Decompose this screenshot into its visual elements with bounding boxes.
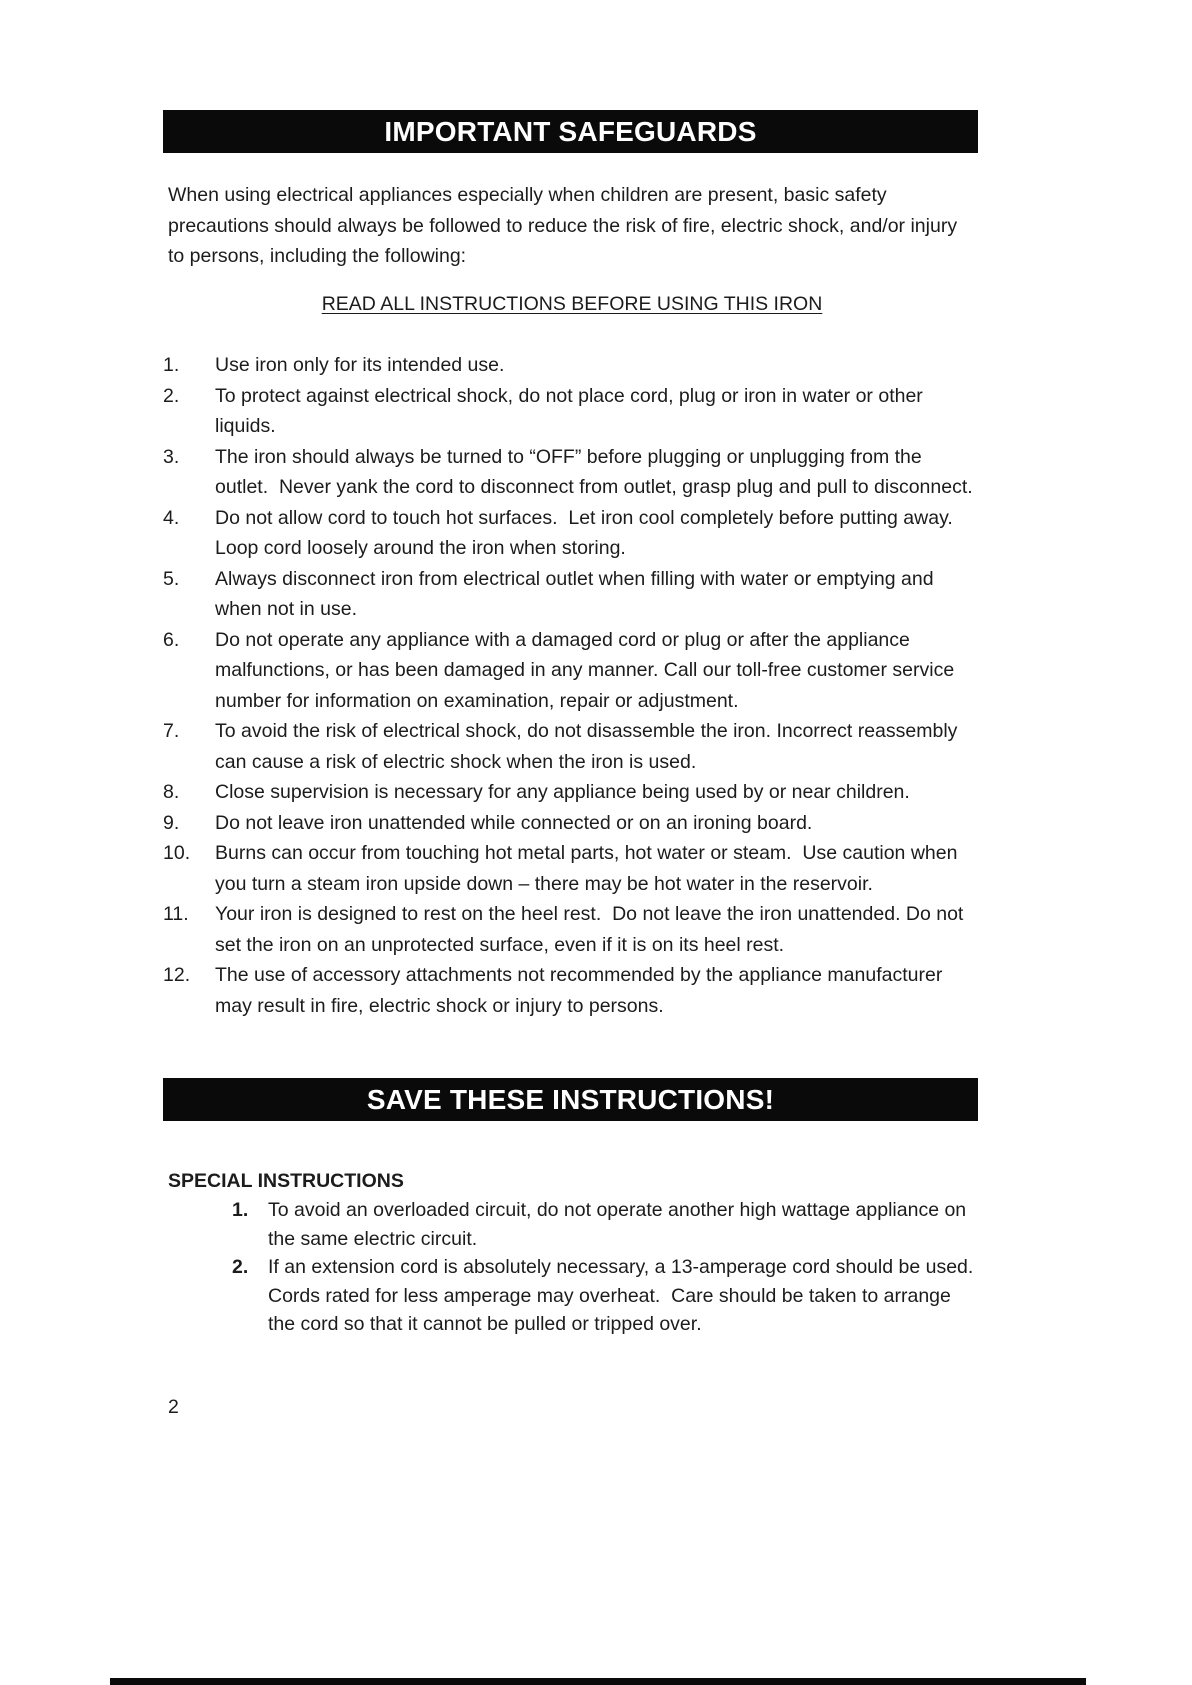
item-text: Burns can occur from touching hot metal parts, hot water or steam. Use caution when you turn a steam iron upside down – there may be hot water in the reservoir. xyxy=(215,842,963,895)
item-number: 11. xyxy=(163,903,189,925)
intro-paragraph: When using electrical appliances especially when children are present, basic safety precautions should always be followed to reduce the risk of fire, electric shock, and/or injury to persons, including the following: xyxy=(168,184,963,267)
item-text: Close supervision is necessary for any appliance being used by or near children. xyxy=(215,781,910,803)
special-item xyxy=(232,1196,978,1253)
item-number: 3. xyxy=(163,445,180,468)
item-number: 2. xyxy=(232,1256,249,1278)
safeguard-item xyxy=(163,777,978,808)
safeguards-list xyxy=(163,350,978,1021)
special-item xyxy=(232,1253,985,1339)
safeguard-item xyxy=(163,716,978,777)
item-number: 9. xyxy=(163,811,180,834)
save-instructions-banner xyxy=(163,1078,978,1121)
item-number: 4. xyxy=(163,506,180,529)
safeguards-banner xyxy=(163,110,978,153)
item-text: To protect against electrical shock, do not place cord, plug or iron in water or other liquids. xyxy=(215,384,929,437)
page-number: 2 xyxy=(168,1395,179,1418)
item-text: To avoid an overloaded circuit, do not operate another high wattage appliance on the same electric circuit. xyxy=(268,1199,972,1250)
item-text: Use iron only for its intended use. xyxy=(215,354,505,376)
safeguard-item xyxy=(163,960,978,1021)
safeguard-item xyxy=(163,625,978,717)
item-text: Always disconnect iron from electrical outlet when filling with water or emptying and when not in use. xyxy=(215,567,939,620)
safeguard-item xyxy=(163,503,978,564)
item-text: To avoid the risk of electrical shock, do not disassemble the iron. Incorrect reassembly can cause a risk of electric shock when the iron is used. xyxy=(215,720,963,773)
safeguard-item xyxy=(163,899,978,960)
read-all-instructions-line: READ ALL INSTRUCTIONS BEFORE USING THIS IRON xyxy=(321,292,823,315)
save-instructions-banner-title: SAVE THESE INSTRUCTIONS! xyxy=(366,1083,775,1115)
item-number: 1. xyxy=(232,1199,249,1221)
safeguard-item xyxy=(163,564,978,625)
item-number: 10. xyxy=(163,842,191,864)
item-number: 2. xyxy=(163,384,180,407)
item-number: 12. xyxy=(163,964,191,986)
special-instructions-heading: SPECIAL INSTRUCTIONS xyxy=(168,1170,404,1192)
item-number: 7. xyxy=(163,720,180,742)
bottom-edge-bar xyxy=(110,1678,1086,1685)
item-text: Do not operate any appliance with a damaged cord or plug or after the appliance malfunctions, or has been damaged in any manner. Call our toll-free customer service number for information on examination, repair or adjustment. xyxy=(215,628,960,712)
safeguard-item xyxy=(163,381,978,442)
item-text: Do not allow cord to touch hot surfaces. Let iron cool completely before putting away. Loop cord loosely around the iron when storing. xyxy=(215,506,964,559)
item-number: 8. xyxy=(163,781,180,803)
item-text: If an extension cord is absolutely necessary, a 13-amperage cord should be used. Cords rated for less amperage may overheat. Care should be taken to arrange the cord so that it cannot be pulled or tripped over. xyxy=(268,1256,985,1335)
special-instructions-list xyxy=(232,1196,985,1339)
safeguards-banner-title: IMPORTANT SAFEGUARDS xyxy=(384,115,757,147)
item-text: Do not leave iron unattended while connected or on an ironing board. xyxy=(215,811,813,834)
item-text: The use of accessory attachments not recommended by the appliance manufacturer may result in fire, electric shock or injury to persons. xyxy=(215,964,948,1017)
safeguard-item xyxy=(163,838,978,899)
item-text: Your iron is designed to rest on the heel rest. Do not leave the iron unattended. Do not set the iron on an unprotected surface, even if it is on its heel rest. xyxy=(215,903,969,956)
item-text: The iron should always be turned to “OFF” before plugging or unplugging from the outlet. Never yank the cord to disconnect from outlet, grasp plug and pull to disconnect. xyxy=(215,445,973,498)
item-number: 6. xyxy=(163,628,180,651)
item-number: 5. xyxy=(163,567,180,590)
item-number: 1. xyxy=(163,354,180,376)
safeguard-item xyxy=(163,350,978,381)
safeguard-item xyxy=(163,442,978,503)
safeguard-item xyxy=(163,808,978,839)
